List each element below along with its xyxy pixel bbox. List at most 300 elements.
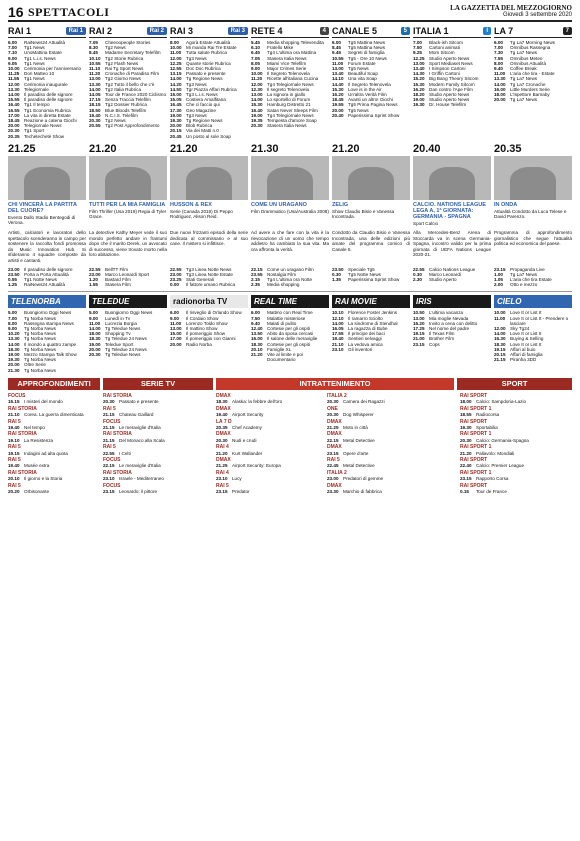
programme-time: 23.15 bbox=[413, 341, 425, 347]
programme-time: 9.00 bbox=[8, 326, 17, 332]
programme-time: 10.20 bbox=[8, 331, 20, 337]
programme-title: La sindrome di Stendhal bbox=[348, 320, 398, 326]
programme-title: Tg1 News bbox=[24, 76, 45, 82]
programme-time: 7.00 bbox=[8, 45, 17, 51]
highlight-title: TUTTI PER LA MIA FAMIGLIA bbox=[89, 201, 166, 208]
listing-row bbox=[327, 476, 457, 481]
programme-time: 7.00 bbox=[494, 45, 503, 51]
programme-time: 14.00 bbox=[332, 320, 344, 326]
highlight-time: 21.20 bbox=[89, 142, 117, 155]
programme-title: Agorà Estate Attualità bbox=[186, 40, 231, 45]
listing-title: Camera dei Ragazzi bbox=[343, 399, 385, 405]
listing-channel: RAI STORIA bbox=[103, 431, 132, 438]
programme-time: 20.30 bbox=[8, 128, 20, 134]
programme-title: Il mondo a quattro zampe bbox=[24, 341, 77, 347]
programme-time: 20.00 bbox=[170, 341, 182, 347]
programme-list bbox=[170, 267, 248, 288]
listing-title: Del Monaco alla Scala bbox=[119, 437, 165, 443]
programme-title: Avanti un altro! Giochi bbox=[348, 97, 393, 103]
listing-channel: RAI 5 bbox=[327, 456, 340, 463]
highlight-subtitle: Attualità Condotto da Luca Telese e David Parenzo. bbox=[494, 208, 567, 220]
programme-time: 19.55 bbox=[332, 102, 344, 108]
listing-title: La Resistenza bbox=[24, 437, 54, 443]
programme-time: 14.20 bbox=[170, 81, 182, 87]
listing-time: 21.15 bbox=[103, 437, 115, 443]
programme-time: 19.30 bbox=[8, 357, 20, 363]
programme-row bbox=[251, 282, 329, 287]
programme-time: 18.50 bbox=[89, 107, 101, 113]
listing-channel: RAI SPORT 1 bbox=[460, 431, 492, 438]
programme-time: 8.00 bbox=[494, 60, 503, 66]
programme-title: Tg1 Economia Rubrica bbox=[24, 107, 71, 113]
programme-time: 20.40 bbox=[332, 112, 344, 118]
programme-title: Omnibus Meteo bbox=[510, 55, 543, 61]
listing-channel: DMAX bbox=[216, 431, 231, 438]
programme-title: L'Ispettore Barnaby bbox=[510, 92, 550, 98]
highlight-card bbox=[8, 143, 86, 226]
approfondimenti-column bbox=[8, 392, 100, 495]
programme-title: Marco Leonardi Sport bbox=[105, 271, 150, 277]
programme-time: 22.15 bbox=[251, 266, 263, 272]
listing-row bbox=[216, 451, 324, 456]
programme-row bbox=[494, 97, 572, 102]
listing-title: Le meraviglie d'Italia bbox=[119, 424, 161, 430]
programme-title: Sport Mediaset News bbox=[429, 60, 473, 66]
programme-time: 20.45 bbox=[170, 133, 182, 139]
programme-time: 19.15 bbox=[413, 331, 425, 337]
listing-row bbox=[103, 425, 213, 430]
programme-title: Tg Norba News bbox=[24, 336, 56, 342]
programme-title: Studio Aperto News bbox=[429, 55, 470, 61]
programme-time: 9.05 bbox=[8, 60, 17, 66]
listing-time: 23.15 bbox=[460, 476, 472, 482]
programme-title: Piranha 3DD bbox=[510, 357, 537, 363]
programme-title: Blue Bloods Telefilm bbox=[105, 107, 147, 113]
local-channel-grid bbox=[8, 295, 572, 372]
programme-time: 18.30 bbox=[89, 336, 101, 342]
listing-row bbox=[327, 412, 457, 417]
listing-row bbox=[216, 438, 324, 443]
local-channel-header: CIELO bbox=[494, 295, 572, 308]
listing-time: 20.20 bbox=[8, 488, 20, 494]
listing-time: 23.00 bbox=[327, 476, 339, 482]
local-channel-column bbox=[413, 295, 491, 372]
programme-time: 13.50 bbox=[251, 331, 263, 337]
intrattenimento-column bbox=[216, 392, 324, 495]
listing-title: Tour de France bbox=[476, 488, 507, 494]
programme-list bbox=[89, 310, 167, 357]
section-serie-tv: SERIE TV bbox=[103, 378, 213, 390]
programme-time: 7.50 bbox=[251, 315, 260, 321]
programme-title: Otto e mezzo bbox=[510, 282, 538, 288]
programme-title: Miami Vice Telefilm bbox=[267, 60, 307, 66]
programme-time: 9.00 bbox=[89, 315, 98, 321]
local-channel-column bbox=[89, 295, 167, 372]
highlight-description: La detective Kathy Meyer vede il suo mondo perfetto andare in frantumi dopo che il marito Derek, un avvocato di successo, viene trovato morto nella loro abitazione. bbox=[89, 230, 167, 258]
highlight-description: Programma di approfondimento giornalistico che segue l'attualità politica ed economica del paese. bbox=[494, 230, 572, 247]
programme-title: Dr. House Telefilm bbox=[429, 102, 467, 108]
programme-time: 12.55 bbox=[170, 66, 182, 72]
programme-time: 9.00 bbox=[8, 55, 17, 61]
programme-list bbox=[494, 40, 572, 102]
programme-title: La vedova amica bbox=[348, 341, 383, 347]
listing-channel: RAI STORIA bbox=[8, 469, 37, 476]
programme-list bbox=[332, 310, 410, 352]
programme-title: Buongiorno Oggi News bbox=[24, 310, 72, 316]
programme-title: Paperissima Sprint Show bbox=[348, 277, 400, 283]
programme-time: 10.00 bbox=[494, 310, 506, 316]
channel-header bbox=[89, 25, 167, 38]
highlight-card bbox=[413, 143, 491, 226]
highlight-photo bbox=[89, 156, 167, 200]
programme-title: Love It or List It - Prendere o lasciare bbox=[510, 315, 569, 326]
listing-channel: RAI SPORT bbox=[460, 456, 488, 463]
programme-title: Blob Rubrica bbox=[186, 123, 213, 129]
programme-time: 19.00 bbox=[89, 341, 101, 347]
listing-row bbox=[327, 489, 457, 494]
programme-time: 6.00 bbox=[332, 40, 341, 45]
programme-time: 10.10 bbox=[89, 55, 101, 61]
listing-time: 15.15 bbox=[8, 399, 20, 405]
local-channel-column bbox=[494, 295, 572, 372]
listing-row bbox=[8, 438, 100, 443]
listing-channel: FOCUS bbox=[103, 418, 121, 425]
programme-time: 23.50 bbox=[332, 266, 344, 272]
programme-title: Tg3 Linea Notte Estate bbox=[186, 271, 233, 277]
late-column bbox=[89, 267, 167, 288]
programme-title: Malattie misteriose bbox=[267, 315, 306, 321]
channel-column bbox=[89, 25, 167, 139]
programme-title: Cortesie per gli ospiti bbox=[267, 341, 310, 347]
programme-title: Rassegna stampa News bbox=[24, 320, 74, 326]
programme-title: Tg La7 News bbox=[510, 271, 538, 277]
listing-row bbox=[8, 463, 100, 468]
programme-title: Tg5 - Ore 10 News bbox=[348, 55, 387, 61]
programme-time: 9.00 bbox=[251, 66, 260, 72]
listing-channel: RAI 4 bbox=[216, 444, 229, 451]
programme-row bbox=[170, 282, 248, 287]
programme-title: Tg Norba News bbox=[24, 346, 56, 352]
programme-time: 18.45 bbox=[8, 118, 20, 124]
listing-time: 19.15 bbox=[8, 450, 20, 456]
programme-time: 1.25 bbox=[8, 282, 17, 288]
programme-time: 11.25 bbox=[8, 71, 20, 77]
programme-title: Black-ish Sitcom bbox=[429, 40, 463, 45]
programme-time: 12.00 bbox=[494, 326, 506, 332]
listing-channel: RAI SPORT 1 bbox=[460, 405, 492, 412]
programme-time: 2.15 bbox=[251, 277, 260, 283]
highlight-time: 21.25 bbox=[8, 142, 36, 155]
listing-channel: RAI SPORT 1 bbox=[460, 444, 492, 451]
programme-time: 20.30 bbox=[89, 352, 101, 358]
listing-title: Indagini ad alta quota bbox=[24, 450, 68, 456]
programme-time: 11.00 bbox=[170, 320, 182, 326]
programme-time: 1.20 bbox=[89, 277, 98, 283]
programme-title: Beautiful Soap bbox=[348, 71, 378, 77]
listing-row bbox=[103, 438, 213, 443]
programme-time: 11.55 bbox=[8, 76, 20, 82]
programme-time: 14.00 bbox=[89, 86, 101, 92]
programme-time: 18.30 bbox=[494, 341, 506, 347]
highlight-card bbox=[494, 143, 572, 226]
listing-title: I misteri del mondo bbox=[24, 399, 63, 405]
programme-row bbox=[332, 277, 410, 282]
listing-row bbox=[460, 425, 572, 430]
highlight-subtitle: Serie (Canada 2019) Di Peppo Rodriguez, Alison Reid. bbox=[170, 208, 233, 220]
listing-row bbox=[216, 463, 324, 468]
listing-channel: RAI STORIA bbox=[8, 405, 37, 412]
programme-title: Tg5 News bbox=[348, 107, 369, 113]
programme-title: Segreti di famiglia bbox=[348, 50, 385, 56]
local-channel-column bbox=[332, 295, 410, 372]
listing-time: 18.55 bbox=[460, 412, 472, 418]
programme-list bbox=[494, 310, 572, 362]
programme-time: 8.45 bbox=[89, 50, 98, 56]
programme-title: Little Murders Serie bbox=[510, 86, 550, 92]
programme-title: Satan Never Sleeps Film bbox=[267, 107, 318, 113]
programme-list bbox=[251, 40, 329, 128]
programme-title: Lorenzo Toldo Show bbox=[186, 320, 228, 326]
programme-time: 18.45 bbox=[332, 97, 344, 103]
highlight-subtitle: Evento Dallo Stadio Bentegodi di Verona. bbox=[8, 214, 76, 226]
programme-row bbox=[494, 282, 572, 287]
listing-time: 21.25 bbox=[327, 424, 339, 430]
programme-title: Major Crimes Serie bbox=[267, 66, 307, 72]
listing-row bbox=[8, 489, 100, 494]
programme-time: 20.55 bbox=[89, 123, 101, 129]
programme-title: Lo sportello di Forum bbox=[267, 97, 311, 103]
programme-row bbox=[251, 352, 329, 362]
listing-channel: RAI 5 bbox=[8, 456, 21, 463]
listing-time: 22.40 bbox=[460, 463, 472, 469]
programme-time: 16.30 bbox=[494, 336, 506, 342]
programme-time: 15.20 bbox=[413, 320, 425, 326]
listing-title: Alaska: la febbre dell'oro bbox=[232, 399, 283, 405]
programme-time: 9.25 bbox=[413, 50, 422, 56]
programme-title: Tg La7 News bbox=[510, 97, 538, 103]
programme-title: Bastard Film bbox=[105, 277, 131, 283]
programme-title: Studio Aperto News bbox=[429, 97, 470, 103]
programme-time: 9.40 bbox=[251, 320, 260, 326]
programme-title: Tg2 Flash News bbox=[105, 60, 139, 66]
programme-time: 20.00 bbox=[332, 107, 344, 113]
highlight-card bbox=[89, 143, 167, 226]
programme-row bbox=[170, 342, 248, 347]
programme-title: I Griffin Cartoni bbox=[429, 71, 460, 77]
programme-time: 23.25 bbox=[170, 277, 182, 283]
programme-title: La signora in giallo bbox=[267, 92, 306, 98]
programme-title: Il paradiso delle signore bbox=[24, 92, 73, 98]
programme-time: 16.05 bbox=[332, 326, 344, 332]
programme-title: Tg4 L'ultima ora Notte bbox=[267, 277, 313, 283]
programme-title: Tg5 Prima Pagina News bbox=[348, 102, 398, 108]
programme-row bbox=[89, 352, 167, 357]
listing-channel: FOCUS bbox=[103, 482, 121, 489]
programme-title: Tg2 Tutto il bello che c'è bbox=[105, 81, 155, 87]
programme-title: Coffee Break bbox=[510, 66, 537, 72]
programme-time: 23.15 bbox=[494, 266, 506, 272]
listing-title: Orbisonante bbox=[24, 488, 50, 494]
listing-title: Corea. La guerra dimenticata bbox=[24, 412, 84, 418]
listing-channel: FOCUS bbox=[103, 456, 121, 463]
programme-time: 14.05 bbox=[89, 92, 101, 98]
programme-row bbox=[413, 277, 491, 282]
listing-title: Lucy bbox=[232, 476, 242, 482]
listing-time: 21.20 bbox=[216, 450, 228, 456]
programme-row bbox=[8, 134, 86, 139]
programme-list bbox=[413, 40, 491, 108]
programme-time: 5.00 bbox=[89, 310, 98, 316]
programme-time: 12.10 bbox=[332, 315, 344, 321]
highlight-photo bbox=[8, 156, 86, 200]
local-channel-column bbox=[251, 295, 329, 372]
programme-row bbox=[413, 102, 491, 107]
programme-title: Paperissima Sprint Show bbox=[348, 112, 400, 118]
listing-time: 18.00 bbox=[460, 399, 472, 405]
programme-title: Tg4 Telegiornale News bbox=[267, 81, 314, 87]
programme-time: 11.00 bbox=[89, 320, 101, 326]
programme-time: 13.00 bbox=[332, 66, 344, 72]
highlight-description: Artisti, calciatori e lavoratori dello spettacolo scenderanno in campo per sostenere la raccolta fondi promossa da Music Innovation Hub. Si sfideranno 4 squadre composte da artisti e cantanti. bbox=[8, 230, 86, 264]
programme-title: Tg5 News bbox=[348, 66, 369, 72]
listing-row bbox=[216, 399, 324, 404]
programme-time: 17.00 bbox=[170, 336, 182, 342]
programme-title: Forum Estate bbox=[348, 60, 376, 66]
programme-time: 7.10 bbox=[8, 50, 17, 56]
programme-time: 16.00 bbox=[494, 86, 506, 92]
programme-title: Sentieri selvaggi bbox=[348, 336, 382, 342]
highlight-title: ZELIG bbox=[332, 201, 349, 208]
highlight-photo bbox=[332, 156, 410, 200]
programme-time: 12.00 bbox=[170, 55, 182, 61]
channel-column bbox=[251, 25, 329, 139]
page-number: 16 bbox=[8, 4, 24, 20]
programme-title: Cheeoopeople Stories bbox=[105, 40, 151, 45]
listing-channel: DMAX bbox=[327, 482, 342, 489]
programme-time: 14.00 bbox=[494, 331, 506, 337]
programme-title: BellTT Film bbox=[105, 266, 129, 272]
programme-title: Tg2 News bbox=[105, 45, 126, 51]
listing-title: Sportabilia bbox=[476, 424, 498, 430]
programme-time: 1.00 bbox=[494, 271, 503, 277]
listing-row bbox=[460, 489, 572, 494]
programme-title: Tg Teledue News bbox=[105, 352, 141, 358]
programme-title: L'ultima vacanza bbox=[429, 310, 464, 316]
listing-channel: DMAX bbox=[327, 431, 342, 438]
issue-date: Giovedì 3 settembre 2020 bbox=[502, 12, 572, 18]
programme-title: Stasera Italia News bbox=[267, 123, 307, 129]
highlight-time: 21.30 bbox=[251, 142, 279, 155]
programme-title: Dan contro l'Ape Film bbox=[429, 86, 473, 92]
programme-time: 11.00 bbox=[494, 315, 506, 321]
programme-row bbox=[413, 342, 491, 347]
programme-row bbox=[89, 282, 167, 287]
highlight-card bbox=[332, 143, 410, 226]
local-channel-column bbox=[170, 295, 248, 372]
listing-title: Nel tempo bbox=[24, 424, 45, 430]
programme-title: Fratello Mike bbox=[267, 45, 294, 51]
channel-logo-icon: I bbox=[483, 27, 491, 35]
programme-time: 7.05 bbox=[89, 40, 98, 45]
programme-time: 0.55 bbox=[8, 277, 17, 283]
listing-time: 20.30 bbox=[327, 399, 339, 405]
programme-time: 16.40 bbox=[251, 107, 263, 113]
programme-list bbox=[413, 267, 491, 283]
listing-title: Metal Detective bbox=[343, 463, 375, 469]
programme-title: Tg4 L'ultima ora Mattina bbox=[267, 50, 317, 56]
local-channel-column bbox=[8, 295, 86, 372]
programme-time: 2.00 bbox=[494, 282, 503, 288]
programme-time: 7.00 bbox=[413, 40, 422, 45]
highlight-time: 20.40 bbox=[413, 142, 441, 155]
programme-time: 16.20 bbox=[332, 92, 344, 98]
programme-title: Hamburg Distretto 21 bbox=[267, 102, 311, 108]
programme-title: Vite al limite e poi Documentario bbox=[267, 352, 303, 363]
programme-time: 15.00 bbox=[170, 92, 182, 98]
programme-title: Un posto al sole Soap bbox=[186, 133, 231, 139]
listing-row bbox=[460, 399, 572, 404]
programme-time: 19.00 bbox=[251, 112, 263, 118]
programme-title: Tg3 L.i.s. News bbox=[186, 92, 218, 98]
programme-time: 18.15 bbox=[89, 102, 101, 108]
listing-row bbox=[8, 412, 100, 417]
programme-time: 13.30 bbox=[89, 81, 101, 87]
programme-title: Tg Norba News bbox=[24, 326, 56, 332]
listing-title: Calcio: Sampdoria-Lazio bbox=[476, 399, 527, 405]
listing-time: 23.15 bbox=[103, 488, 115, 494]
channel-logo-icon: 5 bbox=[401, 27, 410, 35]
programme-title: Stati Generali bbox=[186, 277, 214, 283]
programme-time: 14.00 bbox=[170, 76, 182, 82]
programme-title: I Simpson Cartoni bbox=[429, 66, 466, 72]
programme-time: 18.30 bbox=[251, 341, 263, 347]
programme-list bbox=[332, 40, 410, 118]
programme-title: Il salone delle meraviglie bbox=[267, 336, 318, 342]
listing-channel: LA 7 D bbox=[216, 418, 232, 425]
programme-time: 16.20 bbox=[413, 86, 425, 92]
programme-title: Abito da sposa cercasi bbox=[267, 331, 314, 337]
late-night-grid bbox=[8, 267, 572, 288]
section-intrattenimento: INTRATTENIMENTO bbox=[216, 378, 454, 390]
programme-time: 16.55 bbox=[8, 107, 20, 113]
programme-time: 5.00 bbox=[8, 310, 17, 316]
programme-row bbox=[494, 357, 572, 362]
programme-time: 13.15 bbox=[170, 71, 182, 77]
programme-time: 10.50 bbox=[413, 310, 425, 316]
programme-title: Propaganda Live bbox=[510, 266, 545, 272]
programme-time: 14.00 bbox=[251, 97, 263, 103]
programme-title: Stasera Italia News bbox=[267, 55, 307, 61]
listing-channel: RAI 5 bbox=[103, 405, 116, 412]
listing-title: Il giorno e la Storia bbox=[24, 476, 63, 482]
programme-time: 10.00 bbox=[170, 45, 182, 51]
listing-row bbox=[327, 451, 457, 456]
programme-list bbox=[89, 40, 167, 128]
programme-time: 20.15 bbox=[494, 352, 506, 358]
listing-row bbox=[103, 476, 213, 481]
programme-title: Mia moglie Nevada bbox=[429, 315, 469, 321]
programme-title: Tg2 Storie Rubrica bbox=[105, 55, 144, 61]
listing-time: 22.15 bbox=[103, 463, 115, 469]
programme-title: Tg1 L.i.s. News bbox=[24, 55, 56, 61]
programme-time: 6.00 bbox=[8, 40, 17, 45]
programme-time: 6.00 bbox=[251, 310, 260, 316]
listing-row bbox=[460, 451, 572, 456]
programme-time: 13.00 bbox=[251, 92, 263, 98]
programme-title: Marco Leonardi bbox=[429, 271, 461, 277]
listing-time: 19.40 bbox=[8, 463, 20, 469]
programme-title: Ricette all'italiana Cucina bbox=[267, 76, 319, 82]
